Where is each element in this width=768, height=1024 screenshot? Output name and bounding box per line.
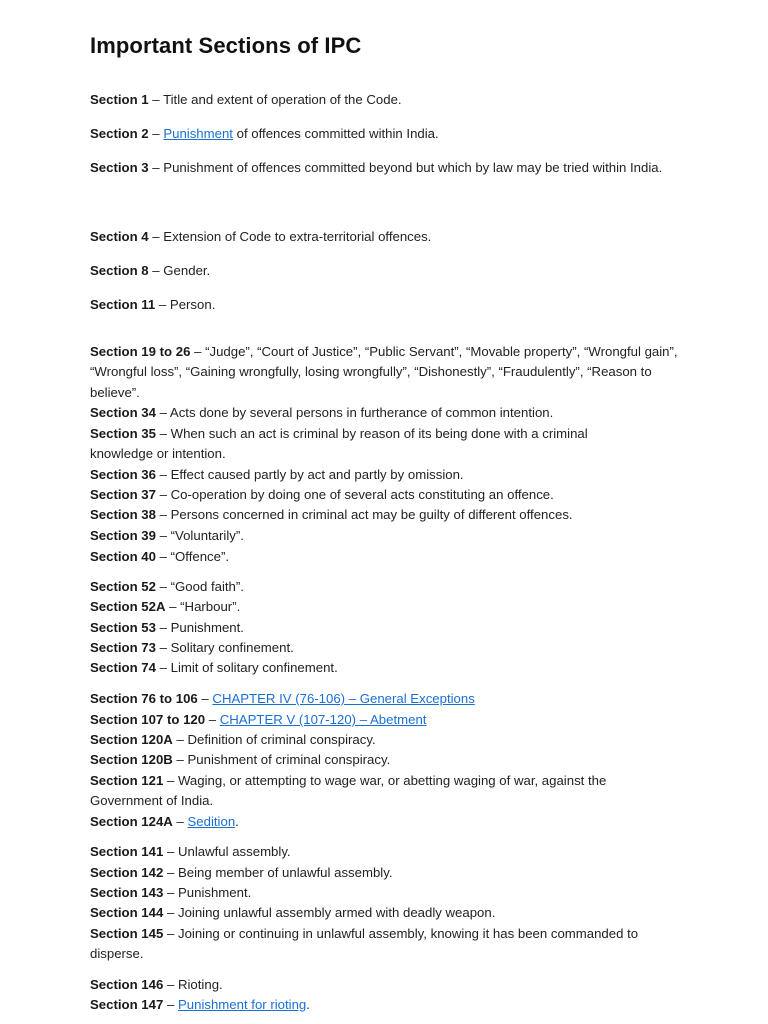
section-entry: Section 35 – When such an act is criminal by reason of its being done with a criminal knowledge or intention. <box>90 426 588 462</box>
page-title: Important Sections of IPC <box>90 33 362 58</box>
section-entry: Section 121 – Waging, or attempting to wage war, or abetting waging of war, against the Government of India. <box>90 773 607 809</box>
punishment-for-rioting-link[interactable]: Punishment for rioting <box>177 997 307 1012</box>
section-entry: Section 143 – Punishment. <box>90 885 252 900</box>
section-entry: Section 2 – Punishment of offences committed within India. <box>90 126 439 141</box>
section-entry: Section 73 – Solitary confinement. <box>90 640 294 655</box>
section-entry: Section 1 – Title and extent of operation of the Code. <box>90 92 402 107</box>
section-entry: Section 144 – Joining unlawful assembly armed with deadly weapon. <box>90 905 496 920</box>
section-entry: Section 74 – Limit of solitary confinement. <box>90 660 338 675</box>
section-entry: Section 36 – Effect caused partly by act and partly by omission. <box>90 467 464 482</box>
section-entry: Section 34 – Acts done by several persons in furtherance of common intention. <box>90 405 554 420</box>
section-entry: Section 53 – Punishment. <box>90 620 244 635</box>
section-entry: Section 76 to 106 – CHAPTER IV (76-106) – General Exceptions <box>90 691 475 706</box>
section-entry: Section 141 – Unlawful assembly. <box>90 844 291 859</box>
section-entry: Section 52 – “Good faith”. <box>90 579 244 594</box>
section-entry: Section 124A – Sedition. <box>90 814 239 829</box>
section-entry: Section 3 – Punishment of offences committed beyond but which by law may be tried within India. <box>90 160 663 175</box>
section-entry: Section 8 – Gender. <box>90 263 211 278</box>
section-entry: Section 39 – “Voluntarily”. <box>90 528 244 543</box>
section-entry: Section 11 – Person. <box>90 297 216 312</box>
section-entry: Section 146 – Rioting. <box>90 977 223 992</box>
section-entry: Section 19 to 26 – “Judge”, “Court of Justice”, “Public Servant”, “Movable property”, “Wrongful gain”, “Wrongful loss”, “Gaining wrongfully, losing wrongfully”, “Dishonestly”, “Fraudulently”, “Reason to believe”. <box>90 344 678 400</box>
section-entry: Section 52A – “Harbour”. <box>90 599 241 614</box>
section-entry: Section 120A – Definition of criminal conspiracy. <box>90 732 376 747</box>
sedition-link[interactable]: Sedition <box>187 814 236 829</box>
section-entry: Section 37 – Co-operation by doing one of several acts constituting an offence. <box>90 487 554 502</box>
section-entry: Section 38 – Persons concerned in criminal act may be guilty of different offences. <box>90 507 573 522</box>
section-entry: Section 40 – “Offence”. <box>90 549 230 564</box>
section-entry: Section 142 – Being member of unlawful assembly. <box>90 865 393 880</box>
section-entry: Section 147 – Punishment for rioting. <box>90 997 310 1012</box>
section-entry: Section 120B – Punishment of criminal conspiracy. <box>90 752 391 767</box>
section-entry: Section 4 – Extension of Code to extra-territorial offences. <box>90 229 432 244</box>
section-entry: Section 107 to 120 – CHAPTER V (107-120) – Abetment <box>90 712 427 727</box>
chapter-iv-link[interactable]: CHAPTER IV (76-106) – General Exceptions <box>212 691 475 706</box>
section-entry: Section 145 – Joining or continuing in unlawful assembly, knowing it has been commanded to disperse. <box>90 926 639 962</box>
chapter-v-link[interactable]: CHAPTER V (107-120) – Abetment <box>219 712 427 727</box>
punishment-link[interactable]: Punishment <box>163 126 233 141</box>
